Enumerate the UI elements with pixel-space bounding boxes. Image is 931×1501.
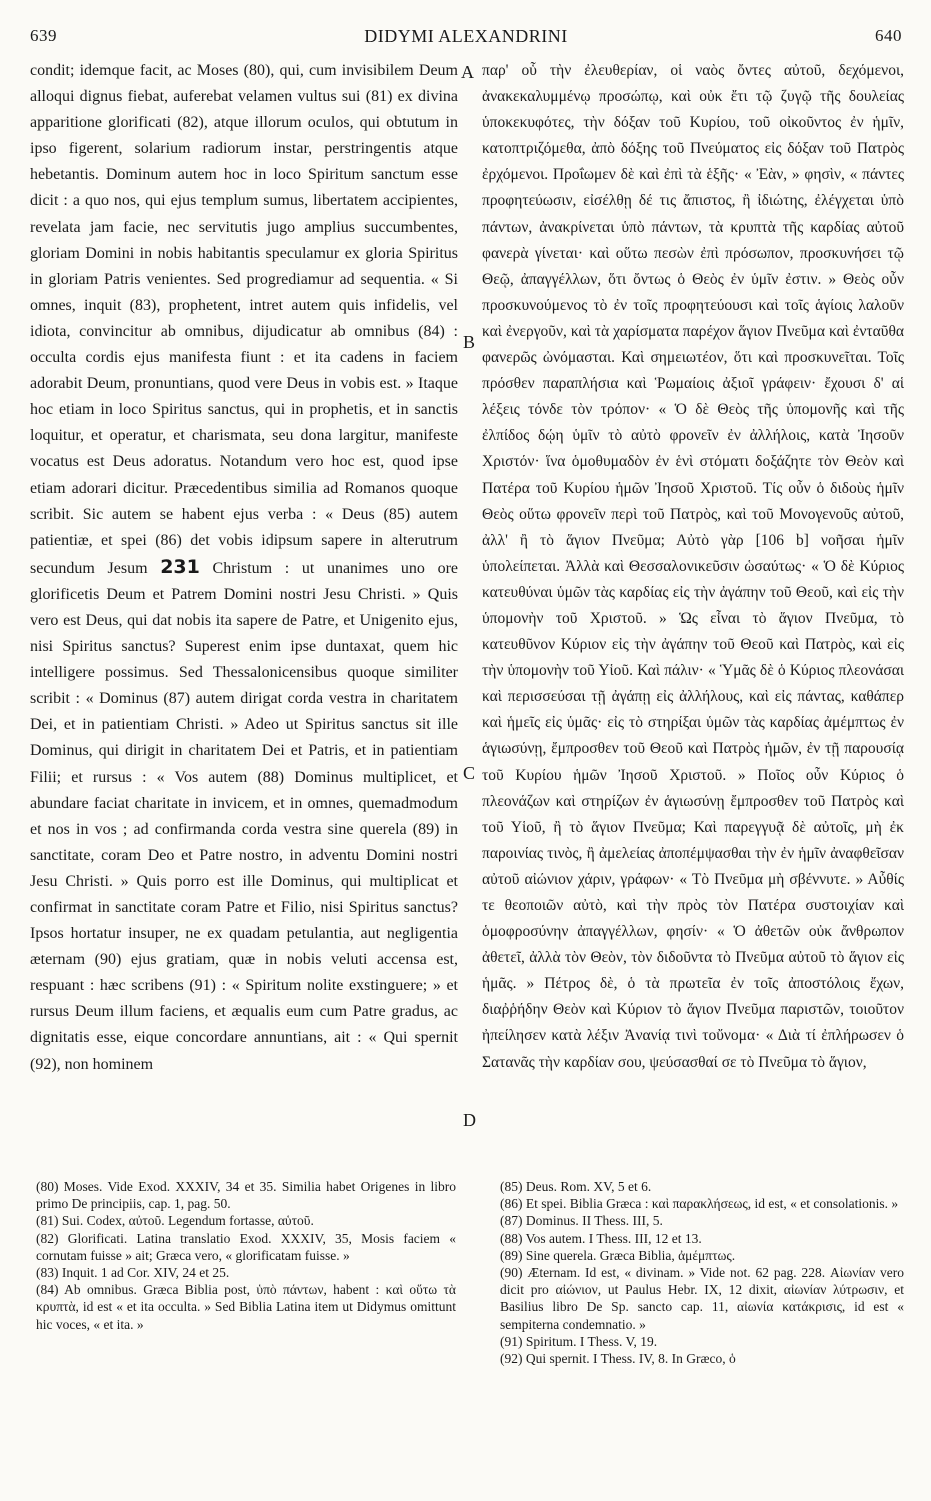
footnote: (92) Qui spernit. I Thess. IV, 8. In Græco, ὁ bbox=[500, 1351, 736, 1367]
footnote: (90) Æternam. Id est, « divinam. » Vide not. 62 pag. 228. Αἰωνίαν vero dicit pro αἰώνιον, ut Paulus Hebr. IX, 12 dixit, αἰωνίαν λύτρωσιν, et Basilius libro De Sp. sancto cap. 11, αἰωνία κατάκρισις, id est « sempiterna condemnatio. » bbox=[500, 1265, 904, 1332]
footnote: (88) Vos autem. I Thess. III, 12 et 13. bbox=[500, 1230, 702, 1246]
footnote: (86) Et spei. Biblia Græca : καὶ παρακλήσεως, id est, « et consolationis. » bbox=[500, 1196, 899, 1212]
page-number-left: 639 bbox=[30, 26, 57, 45]
latin-text-part-1: condit; idemque facit, ac Moses (80), qui, cum invisibilem Deum alloqui dignus fiebat, auferebat velamen vultus sui (81) ex divina apparitione glorificati (82), atque illorum oculos, qui obtutum in ipso figerent, solarium radiorum instar, perstringentis atque hebetantis. Dominum autem hoc in loco Spiritum sanctum esse dicit : a quo nos, qui ejus templum sumus, libertatem accipientes, revelata jam facie, nec servitutis jugo amplius succumbentes, gloriam Domini in nobis habitantis speculamur ex gloria Spiritus in gloriam Patris venientes. Sed progrediamur ad sequentia. « Si omnes, inquit (83), prophetent, intret autem quis infidelis, vel idiota, convincitur ab omnibus, dijudicatur ab omnibus (84) : occulta cordis ejus manifesta fiunt : et ita cadens in faciem adorabit Deum, pronuntians, quod vere Deus in vobis est. » Itaque hoc etiam in loco Spiritus sanctus, qui in prophetis, et in sanctis loquitur, et operatur, et charismata, seu dona largitur, manifeste vocatus est Deus adoratus. Notandum vero hoc est, quod ipse etiam adorari dicitur. Præcedentibus similia ad Romanos quoque scribit. Sic autem se habent ejus verba : « Deus (85) autem patientiæ, et spei (86) det vobis idipsum sapere in alterutrum secundum Jesum bbox=[30, 62, 458, 577]
footnote: (87) Dominus. II Thess. III, 5. bbox=[500, 1213, 663, 1229]
running-title: DIDYMI ALEXANDRINI bbox=[364, 26, 568, 46]
footnotes-right bbox=[500, 1178, 904, 1488]
footnotes-left bbox=[36, 1178, 456, 1488]
margin-marker-d: D bbox=[463, 1110, 476, 1130]
footnote: (82) Glorificati. Latina translatio Exod. XXXIV, 35, Mosis faciem « cornutam fuisse » ait; Græca vero, « glorificatam fuisse. » bbox=[36, 1230, 456, 1263]
page-header bbox=[30, 26, 902, 52]
original-page-ref: 231 bbox=[160, 555, 200, 578]
footnote: (85) Deus. Rom. XV, 5 et 6. bbox=[500, 1179, 652, 1194]
margin-marker-c: C bbox=[463, 763, 476, 783]
footnote: (81) Sui. Codex, αὐτοῦ. Legendum fortasse, αὑτοῦ. bbox=[36, 1213, 314, 1229]
greek-text: παρ' οὗ τὴν ἐλευθερίαν, οἱ ναὸς ὄντες αὐτοῦ, δεχόμενοι, ἀνακεκαλυμμένῳ προσώπῳ, καὶ οὐκ ἔτι τῷ ζυγῷ τῆς δουλείας ὑποκεκυφότες, τὴν δόξαν τοῦ Κυρίου, τοῦ οἰκοῦντος ἐν ἡμῖν, κατοπτριζόμεθα, ἀπὸ δόξης τοῦ Πνεύματος εἰς δόξαν τοῦ Πατρὸς ἐρχόμενοι. Προΐωμεν δὲ καὶ ἐπὶ τὰ ἑξῆς· « Ἐὰν, » φησὶν, « πάντες προφητεύωσιν, εἰσέλθῃ δέ τις ἄπιστος, ἢ ἰδιώτης, ἐλέγχεται ὑπὸ πάντων, ἀνακρίνεται ὑπὸ πάντων, τὰ κρυπτὰ τῆς καρδίας αὐτοῦ φανερὰ γίνεται· καὶ οὕτω πεσὼν ἐπὶ πρόσωπον, προσκυνήσει τῷ Θεῷ, ἀπαγγέλλων, ὅτι ὄντως ὁ Θεὸς ἐν ὑμῖν ἐστιν. » Θεὸς οὖν προσκυνούμενος τὸ ἐν τοῖς προφητεύουσι καὶ τοῖς ἁγίοις λαλοῦν καὶ ἐνεργοῦν, καὶ τὰ χαρίσματα παρέχον ἅγιον Πνεῦμα καὶ ἐνταῦθα φανερῶς ὠνόμασται. Καὶ σημειωτέον, ὅτι καὶ προσκυνεῖται. Τοῖς πρόσθεν παραπλήσια καὶ Ῥωμαίοις ἀξιοῖ γράφειν· ἔχουσι δ' αἱ λέξεις τόνδε τὸν τρόπον· « Ὁ δὲ Θεὸς τῆς ὑπομονῆς καὶ τῆς ἐλπίδος δῴη ὑμῖν τὸ αὐτὸ φρονεῖν ἐν ἀλλήλοις, κατὰ Ἰησοῦν Χριστόν· ἵνα ὁμοθυμαδὸν ἐν ἑνὶ στόματι δοξάζητε τὸν Θεὸν καὶ Πατέρα τοῦ Κυρίου ἡμῶν Ἰησοῦ Χριστοῦ. Τίς οὖν ὁ διδοὺς ἡμῖν Θεὸς οὕτω φρονεῖν περὶ τοῦ Πατρὸς, καὶ τοῦ Μονογενοῦς αὐτοῦ, ἀλλ' ἢ τὸ ἅγιον Πνεῦμα; Αὐτὸ γὰρ [106 b] νοῆσαι ἡμῖν ὑπολείπεται. Ἀλλὰ καὶ Θεσσαλονικεῦσιν ὡσαύτως· « Ὁ δὲ Κύριος κατευθύναι ὑμῶν τὰς καρδίας εἰς τὴν ἀγάπην τοῦ Θεοῦ, καὶ εἰς τὴν ὑπομονὴν τοῦ Χριστοῦ. » Ὡς εἶναι τὸ ἅγιον Πνεῦμα, τὸ κατευθῦνον Κύριον εἰς τὴν ἀγάπην τοῦ Θεοῦ καὶ Πατρὸς, καὶ εἰς τὴν ὑπομονὴν τοῦ Υἱοῦ. Καὶ πάλιν· « Ὑμᾶς δὲ ὁ Κύριος πλεονάσαι καὶ περισσεύσαι τῇ ἀγάπῃ εἰς ἀλλήλους, καὶ εἰς πάντας, καθάπερ καὶ ἡμεῖς εἰς ὑμᾶς· εἰς τὸ στηρίξαι ὑμῶν τὰς καρδίας ἀμέμπτως ἐν ἁγιωσύνῃ, ἔμπροσθεν τοῦ Θεοῦ καὶ Πατρὸς ἡμῶν, ἐν τῇ παρουσίᾳ τοῦ Κυρίου ἡμῶν Ἰησοῦ Χριστοῦ. » Ποῖος οὖν Κύριος ὁ πλεονάζων καὶ στηρίζων ἐν ἁγιωσύνῃ ἔμπροσθεν τοῦ Πατρὸς καὶ τοῦ Υἱοῦ, ἢ τὸ ἅγιον Πνεῦμα; Καὶ παρεγγυᾷ δὲ αὐτοῖς, μὴ ἐκ παροινίας τινὸς, ἢ ἀμελείας ἀποπέμψασθαι τὴν ἐν ἡμῖν ἀναφθεῖσαν αὐτοῦ αἰώνιον χάριν, γράφων· « Τὸ Πνεῦμα μὴ σβέννυτε. » Αὖθίς τε θεοποιῶν αὐτὸ, καὶ τὴν πρὸς τὸν Πατέρα συστοιχίαν καὶ ὁμοφροσύνην ἀπαγγέλλων, φησίν· « Ὁ ἀθετῶν οὐκ ἄνθρωπον ἀθετεῖ, ἀλλὰ τὸν Θεὸν, τὸν διδοῦντα τὸ Πνεῦμα αὐτοῦ τὸ ἅγιον εἰς ἡμᾶς. » Πέτρος δὲ, ὁ τὰ πρωτεῖα ἐν τοῖς ἀποστόλοις ἔχων, διαῤῥήδην Θεὸν καὶ Κύριον τὸ ἅγιον Πνεῦμα παριστῶν, τοιοῦτον ἠπείλησεν κατὰ λέξιν Ἀνανίᾳ τινὶ τοὔνομα· « Διὰ τί ἐπλήρωσεν ὁ Σατανᾶς τὴν καρδίαν σου, ψεύσασθαί σε τὸ Πνεῦμα τὸ ἅγιον, bbox=[482, 62, 904, 1071]
footnote: (91) Spiritum. I Thess. V, 19. bbox=[500, 1333, 658, 1349]
footnote: (80) Moses. Vide Exod. XXXIV, 34 et 35. Similia habet Origenes in libro primo De principiis, cap. 1, pag. 50. bbox=[36, 1179, 456, 1212]
latin-text-part-2: Christum : ut unanimes uno ore glorificetis Deum et Patrem Domini nostri Jesu Christi. » Quis vero est Deus, qui dat nobis ita sapere de Patre, et Unigenito ejus, nisi Spiritus sanctus? Superest enim ipse duntaxat, quem hic intelligere possimus. Sed Thessalonicensibus quoque similiter scribit : « Dominus (87) autem dirigat corda vestra in charitatem Dei, et in patientiam Christi. » Adeo ut Spiritus sanctus sit ille Dominus, qui dirigit in charitatem Dei et Patris, et in patientiam Filii; et rursus : « Vos autem (88) Dominus multiplicet, et abundare faciat charitate in invicem, et in omnes, quemadmodum et nos in vos ; ad confirmanda corda vestra sine querela (89) in sanctitate, coram Deo et Patre nostro, in adventu Domini nostri Jesu Christi. » Quis porro est ille Dominus, qui multiplicat et confirmat in sanctitate coram Patre et Filio, nisi Spiritus sanctus? Ipsos hortatur insuper, ne ex quadam petulantia, aut negligentia æternam (90) ejus gratiam, quæ in nobis veluti accensa est, respuant : hæc scribens (91) : « Spiritum nolite exstinguere; » et rursus Deum illum faciens, et æqualis eum cum Patre gradus, ac dignitatis esse, eique concordare annuntians, ait : « Qui spernit (92), non hominem bbox=[30, 559, 458, 1073]
margin-marker-a: A bbox=[461, 62, 474, 82]
page-number-right: 640 bbox=[875, 26, 902, 45]
footnote: (89) Sine querela. Græca Biblia, ἀμέμπτως. bbox=[500, 1247, 736, 1263]
latin-text bbox=[30, 58, 458, 1078]
greek-column bbox=[482, 58, 904, 1168]
margin-marker-b: B bbox=[463, 332, 476, 352]
latin-column bbox=[30, 58, 458, 1168]
footnote: (84) Ab omnibus. Græca Biblia post, ὑπὸ πάντων, habent : καὶ οὕτω τὰ κρυπτὰ, id est « et ita occulta. » Sed Biblia Latina item ut Didymus omittunt hic voces, « et ita. » bbox=[36, 1282, 456, 1332]
footnote: (83) Inquit. 1 ad Cor. XIV, 24 et 25. bbox=[36, 1265, 230, 1281]
